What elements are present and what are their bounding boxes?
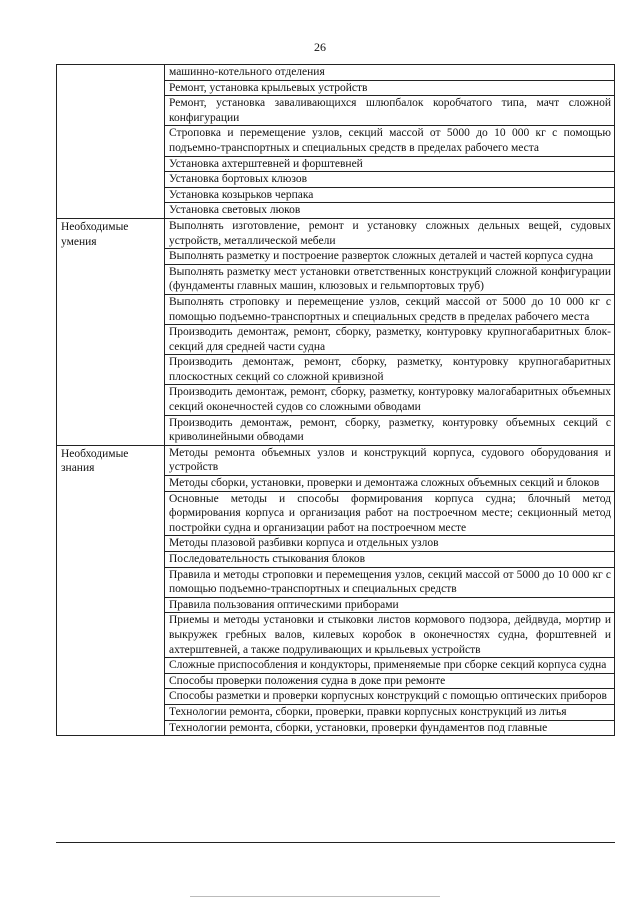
skills-item: Производить демонтаж, ремонт, сборку, разметку, контуровку крупногабаритных блок-секций для средней части судна (165, 325, 615, 355)
knowledge-item: Основные методы и способы формирования корпуса судна; блочный метод формирования корпуса и организация работ на построечном месте; секционный метод постройки судна и организации работ на построечном месте (165, 491, 615, 536)
continued-item: Установка ахтерштевней и форштевней (165, 156, 615, 172)
skills-item: Выполнять разметку мест установки ответственных конструкций сложной конфигурации (фундаменты главных машин, клюзовых и гельмпортовых труб) (165, 264, 615, 294)
table-row (57, 218, 615, 248)
knowledge-item: Технологии ремонта, сборки, проверки, правки корпусных конструкций из литья (165, 704, 615, 720)
continued-item: Установка козырьков черпака (165, 187, 615, 203)
continued-item: Ремонт, установка крыльевых устройств (165, 80, 615, 96)
knowledge-item: Способы разметки и проверки корпусных конструкций с помощью оптических приборов (165, 689, 615, 705)
skills-item: Производить демонтаж, ремонт, сборку, разметку, контуровку малогабаритных объемных секций оконечностей судов со сложными обводами (165, 385, 615, 415)
skills-section-label: Необходимые умения (57, 218, 165, 445)
knowledge-item: Правила и методы строповки и перемещения узлов, секций массой от 5000 до 10 000 кг с помощью подъемно-транспортных и специальных средств (165, 567, 615, 597)
knowledge-item: Способы проверки положения судна в доке при ремонте (165, 673, 615, 689)
skills-item: Выполнять изготовление, ремонт и установку сложных дельных вещей, судовых устройств, металлической мебели (165, 218, 615, 248)
skills-item: Выполнять строповку и перемещение узлов, секций массой от 5000 до 10 000 кг с помощью подъемно-транспортных и специальных средств в пределах рабочего места (165, 294, 615, 324)
knowledge-item: Правила пользования оптическими приборами (165, 597, 615, 613)
skills-item: Производить демонтаж, ремонт, сборку, разметку, контуровку объемных секций с криволинейными обводами (165, 415, 615, 445)
continued-item: Установка световых люков (165, 203, 615, 219)
knowledge-item: Методы плазовой разбивки корпуса и отдельных узлов (165, 536, 615, 552)
knowledge-item: Приемы и методы установки и стыковки листов кормового подзора, дейдвуда, мортир и выкружек гребных валов, килевых коробок в оконечностях судна, форштевней и ахтерштевней, а также подруливающих и крыльевых устройств (165, 613, 615, 658)
table-row (57, 445, 615, 475)
continued-item: Ремонт, установка заваливающихся шлюпбалок коробчатого типа, мачт сложной конфигурации (165, 96, 615, 126)
skills-item: Выполнять разметку и построение разверток сложных деталей и частей корпуса судна (165, 249, 615, 265)
knowledge-item: Последовательность стыкования блоков (165, 552, 615, 568)
knowledge-item: Сложные приспособления и кондукторы, применяемые при сборке секций корпуса судна (165, 658, 615, 674)
knowledge-item: Технологии ремонта, сборки, установки, проверки фундаментов под главные (165, 720, 615, 736)
continued-item: Установка бортовых клюзов (165, 172, 615, 188)
knowledge-section-label: Необходимые знания (57, 445, 165, 735)
scan-edge-line (190, 896, 440, 897)
table-row (57, 65, 615, 81)
skills-item: Производить демонтаж, ремонт, сборку, разметку, контуровку крупногабаритных плоскостных секций со сложной кривизной (165, 355, 615, 385)
knowledge-item: Методы сборки, установки, проверки и демонтажа сложных объемных секций и блоков (165, 476, 615, 492)
table-bottom-edge (56, 842, 615, 843)
continued-item: Строповка и перемещение узлов, секций массой от 5000 до 10 000 кг с помощью подъемно-транспортных и специальных средств в пределах рабочего места (165, 126, 615, 156)
page-number: 26 (314, 40, 326, 54)
requirements-table (56, 64, 615, 736)
continued-item: машинно-котельного отделения (165, 65, 615, 81)
continued-section-label (57, 65, 165, 219)
knowledge-item: Методы ремонта объемных узлов и конструкций корпуса, судового оборудования и устройств (165, 445, 615, 475)
